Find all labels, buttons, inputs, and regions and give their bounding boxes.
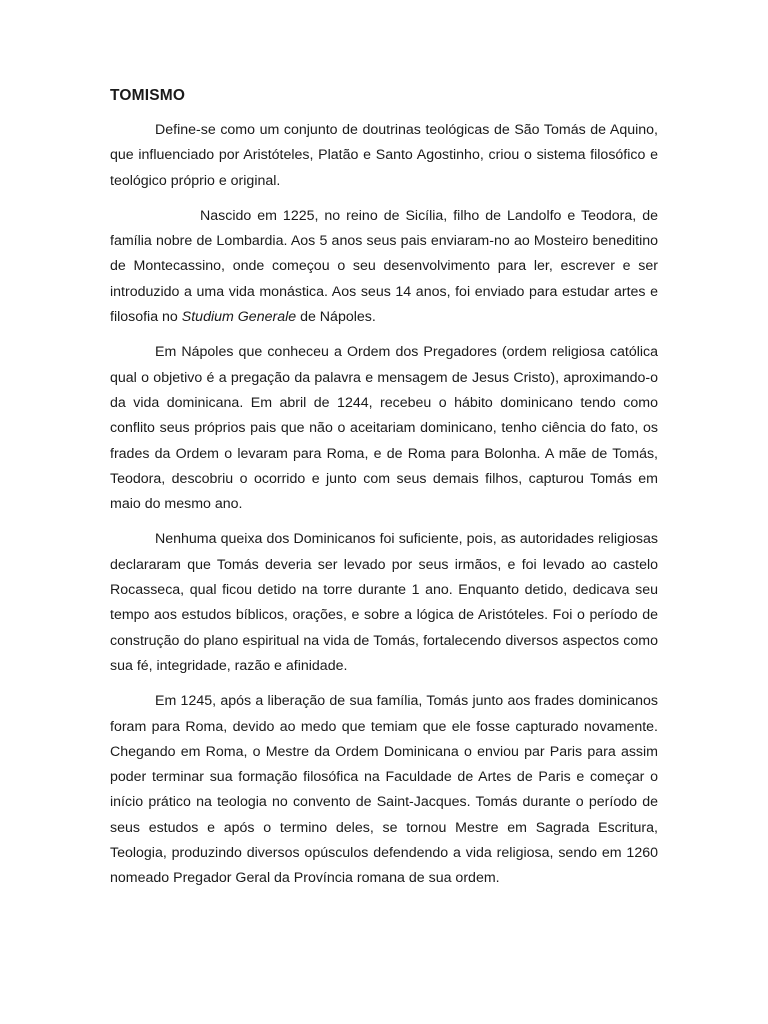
- paragraph-naples: Em Nápoles que conheceu a Ordem dos Pregadores (ordem religiosa católica qual o objetivo é a pregação da palavra e mensagem de Jesus Cristo), aproximando-o da vida dominicana. Em abril de 1244, recebeu o hábito dominicano tendo como conflito seus próprios pais que não o aceitariam dominicano, tenho ciência do fato, os frades da Ordem o levaram para Roma, e de Roma para Bolonha. A mãe de Tomás, Teodora, descobriu o ocorrido e junto com seus demais filhos, capturou Tomás em maio do mesmo ano.: [110, 344, 658, 513]
- paragraph-birth-text: Nascido em 1225, no reino de Sicília, filho de Landolfo e Teodora, de família nobre de Lombardia. Aos 5 anos seus pais enviaram-no ao Mosteiro beneditino de Montecassino, onde começou o seu desenvolvimento para ler, escrever e ser introduzido a uma vida monástica. Aos seus 14 anos, foi enviado para estudar artes e filosofia no: [110, 207, 658, 326]
- paragraph-paris: Em 1245, após a liberação de sua família, Tomás junto aos frades dominicanos foram para Roma, devido ao medo que temiam que ele fosse capturado novamente. Chegando em Roma, o Mestre da Ordem Dominicana o enviou par Paris para assim poder terminar sua formação filosófica na Faculdade de Artes de Paris e começar o início prático na teologia no convento de Saint-Jacques. Tomás durante o período de seus estudos e após o termino deles, se tornou Mestre em Sagrada Escritura, Teologia, produzindo diversos opúsculos defendendo a vida religiosa, sendo em 1260 nomeado Pregador Geral da Província romana de sua ordem.: [110, 693, 658, 887]
- document-body: [110, 86, 658, 902]
- studium-generale-italic: Studium Generale: [181, 309, 297, 326]
- paragraph-captivity: Nenhuma queixa dos Dominicanos foi suficiente, pois, as autoridades religiosas declararam que Tomás deveria ser levado por seus irmãos, e foi levado ao castelo Rocasseca, qual ficou detido na torre durante 1 ano. Enquanto detido, dedicava seu tempo aos estudos bíblicos, orações, e sobre a lógica de Aristóteles. Foi o período de construção do plano espiritual na vida de Tomás, fortalecendo diversos aspectos como sua fé, integridade, razão e afinidade.: [110, 531, 658, 674]
- paragraph-birth-ending: de Nápoles.: [296, 309, 376, 326]
- document-title: TOMISMO: [110, 87, 186, 104]
- paragraph-birth: [110, 204, 658, 330]
- paragraph-definition: Define-se como um conjunto de doutrinas teológicas de São Tomás de Aquino, que influenciado por Aristóteles, Platão e Santo Agostinho, criou o sistema filosófico e teológico próprio e original.: [110, 122, 658, 189]
